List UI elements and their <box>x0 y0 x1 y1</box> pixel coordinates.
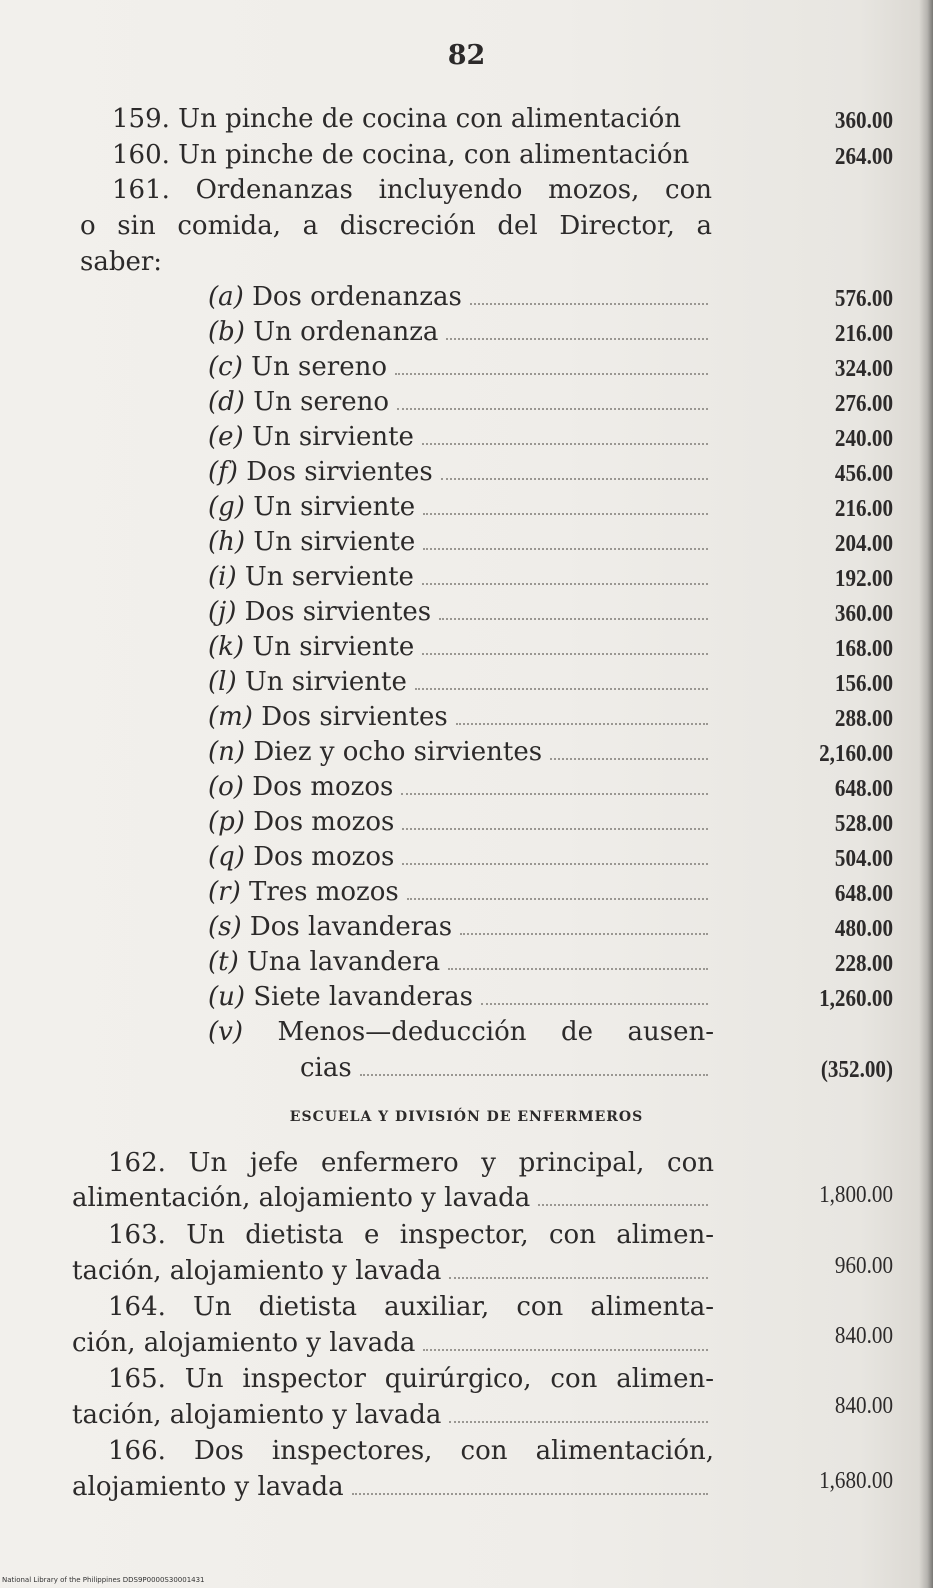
footer-caption: National Library of the Philippines DDS9P0000S30001431 <box>2 1576 205 1584</box>
subitem-amount: 240.00 <box>834 426 893 452</box>
subitem-row: (n) Diez y ocho sirvientes <box>208 737 714 767</box>
item-165-line2: tación, alojamiento y lavada <box>72 1400 714 1430</box>
item-164-line1: 164. Un dietista auxiliar, con alimenta- <box>108 1292 714 1322</box>
subitem-amount: 2,160.00 <box>819 741 893 767</box>
item-165-line1: 165. Un inspector quirúrgico, con alimen- <box>108 1364 714 1394</box>
subitem-row: (m) Dos sirvientes <box>208 702 714 732</box>
subitem-amount: 576.00 <box>834 286 893 312</box>
item-165-amount: 840.00 <box>834 1393 893 1419</box>
item-160-text: 160. Un pinche de cocina, con alimentación <box>112 140 690 170</box>
subitem-row: (a) Dos ordenanzas <box>208 282 714 312</box>
subitem-row: (q) Dos mozos <box>208 842 714 872</box>
section-heading: ESCUELA Y DIVISIÓN DE ENFERMEROS <box>289 1109 644 1125</box>
subitem-amount: 324.00 <box>834 356 893 382</box>
subitem-row: (k) Un sirviente <box>208 632 714 662</box>
subitem-amount: 456.00 <box>834 461 893 487</box>
item-166-amount: 1,680.00 <box>819 1468 893 1494</box>
item-162-amount: 1,800.00 <box>819 1182 893 1208</box>
subitem-amount: 1,260.00 <box>819 986 893 1012</box>
subitem-row: (g) Un sirviente <box>208 492 714 522</box>
item-161-line3: saber: <box>80 247 163 277</box>
subitem-row: (d) Un sereno <box>208 387 714 417</box>
subitem-amount: 648.00 <box>834 881 893 907</box>
page-number: 82 <box>447 40 486 71</box>
item-164-amount: 840.00 <box>834 1323 893 1349</box>
item-161-line1: 161. Ordenanzas incluyendo mozos, con <box>112 175 712 205</box>
subitem-v-amount: (352.00) <box>820 1057 893 1083</box>
subitem-row: (s) Dos lavanderas <box>208 912 714 942</box>
subitem-row: (e) Un sirviente <box>208 422 714 452</box>
subitem-row: (i) Un serviente <box>208 562 714 592</box>
subitem-row: (b) Un ordenanza <box>208 317 714 347</box>
subitem-v-line1: (v) Menos—deducción de ausen- <box>208 1017 715 1047</box>
item-164-line2: ción, alojamiento y lavada <box>72 1328 714 1358</box>
item-166-line2: alojamiento y lavada <box>72 1472 714 1502</box>
subitem-row: (c) Un sereno <box>208 352 714 382</box>
subitem-v-line2: cias <box>300 1053 714 1083</box>
subitem-row: (o) Dos mozos <box>208 772 714 802</box>
item-161-line2: o sin comida, a discreción del Director, a <box>80 211 712 241</box>
subitem-amount: 288.00 <box>834 706 893 732</box>
item-163-line1: 163. Un dietista e inspector, con alimen- <box>108 1220 714 1250</box>
subitem-amount: 192.00 <box>834 566 893 592</box>
subitem-row: (t) Una lavandera <box>208 947 714 977</box>
subitem-amount: 168.00 <box>834 636 893 662</box>
subitem-amount: 216.00 <box>834 496 893 522</box>
item-163-amount: 960.00 <box>834 1253 893 1279</box>
item-159-text: 159. Un pinche de cocina con alimentación <box>112 104 682 134</box>
subitem-row: (r) Tres mozos <box>208 877 714 907</box>
item-162-line1: 162. Un jefe enfermero y principal, con <box>108 1148 714 1178</box>
subitem-amount: 228.00 <box>834 951 893 977</box>
subitem-amount: 528.00 <box>834 811 893 837</box>
item-166-line1: 166. Dos inspectores, con alimentación, <box>108 1436 714 1466</box>
subitem-amount: 480.00 <box>834 916 893 942</box>
subitem-row: (j) Dos sirvientes <box>208 597 714 627</box>
subitem-row: (p) Dos mozos <box>208 807 714 837</box>
item-159-amount: 360.00 <box>834 108 893 134</box>
subitem-amount: 276.00 <box>834 391 893 417</box>
item-160-amount: 264.00 <box>834 144 893 170</box>
subitem-row: (l) Un sirviente <box>208 667 714 697</box>
item-163-line2: tación, alojamiento y lavada <box>72 1256 714 1286</box>
subitem-amount: 204.00 <box>834 531 893 557</box>
page-edge-shadow <box>919 0 933 1588</box>
subitem-amount: 360.00 <box>834 601 893 627</box>
subitem-row: (h) Un sirviente <box>208 527 714 557</box>
subitem-amount: 216.00 <box>834 321 893 347</box>
subitem-amount: 648.00 <box>834 776 893 802</box>
subitem-amount: 156.00 <box>834 671 893 697</box>
subitem-row: (u) Siete lavanderas <box>208 982 714 1012</box>
item-162-line2: alimentación, alojamiento y lavada <box>72 1183 714 1213</box>
subitem-row: (f) Dos sirvientes <box>208 457 714 487</box>
subitem-amount: 504.00 <box>834 846 893 872</box>
